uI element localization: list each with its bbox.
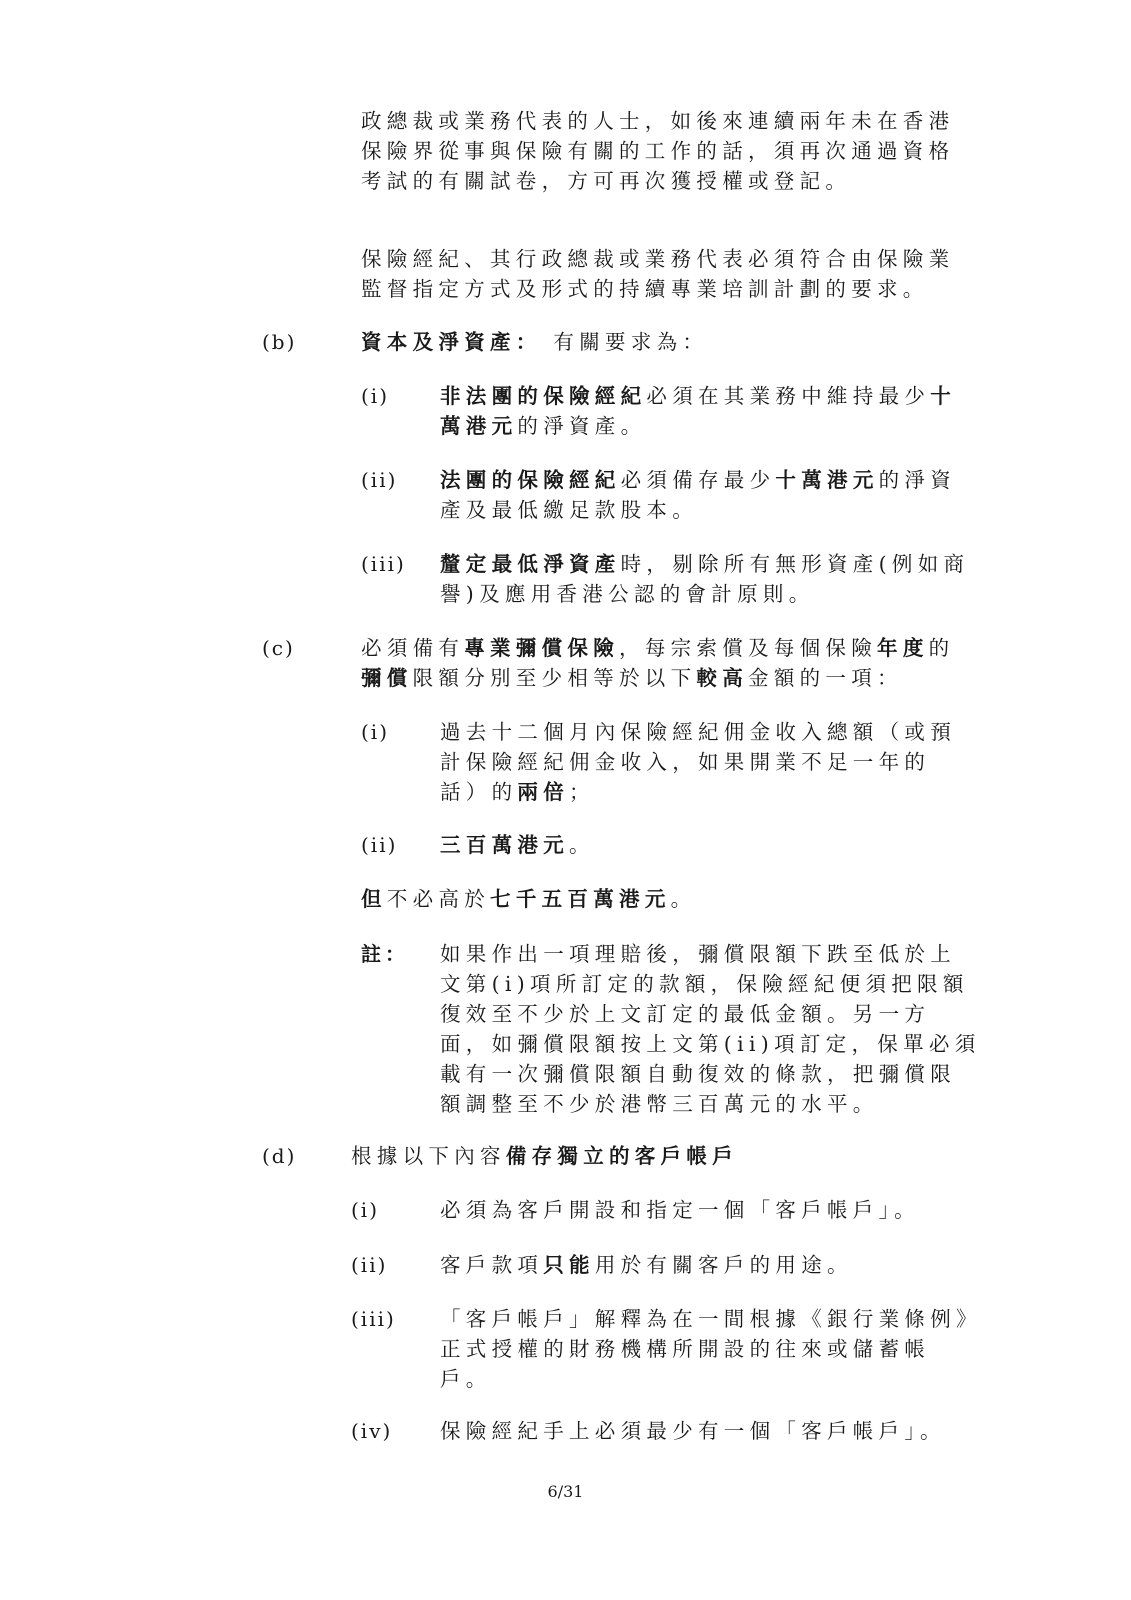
- text-run: ；: [569, 780, 595, 804]
- text-run: 如果作出一項理賠後，彌償限額下跌至低於上: [440, 942, 956, 966]
- text-line: [440, 1089, 981, 1119]
- text-run: 時，剔除所有無形資產(例如商: [620, 552, 970, 576]
- text-line: [440, 1416, 946, 1446]
- text-line: [440, 1029, 981, 1059]
- section-d-item-iii-label: (iii): [351, 1307, 396, 1331]
- text-line: [440, 1334, 982, 1364]
- text-run: 面，如彌償限額按上文第(ii)項訂定，保單必須: [440, 1032, 981, 1056]
- text-run: 必須為客戶開設和指定一個「客戶帳戶」。: [440, 1198, 920, 1222]
- text-run: 必須備有: [361, 636, 465, 660]
- text-run: 譽)及應用香港公認的會計原則。: [440, 582, 815, 606]
- text-line: [361, 884, 696, 914]
- text-run: 客戶款項: [440, 1253, 544, 1277]
- section-d-item-i-label: (i): [351, 1198, 380, 1222]
- text-run: 計保險經紀佣金收入，如果開業不足一年的: [440, 750, 931, 774]
- text-line: [361, 633, 954, 663]
- text-run: 政總裁或業務代表的人士，如後來連續兩年未在香港: [361, 109, 955, 133]
- bold-text: 較高: [696, 666, 749, 690]
- bold-text: 兩倍: [517, 780, 570, 804]
- text-line: [440, 549, 969, 579]
- section-d-item-iv-text: [440, 1416, 946, 1446]
- bold-text: 但: [361, 887, 387, 911]
- bold-text: 專業彌償保險: [464, 636, 620, 660]
- intro-paragraph-1: [361, 106, 954, 196]
- section-c-item-i-label: (i): [361, 720, 390, 744]
- section-d-label: (d): [262, 1144, 297, 1168]
- section-d-heading: [351, 1141, 738, 1171]
- text-run: 不必高於: [386, 887, 491, 911]
- section-d-item-ii-label: (ii): [351, 1253, 388, 1277]
- bold-text: 非法團的保險經紀: [440, 384, 647, 408]
- section-d-item-ii-text: [440, 1250, 853, 1280]
- text-line: [440, 411, 956, 441]
- section-b-item-iii-text: [440, 549, 969, 609]
- text-line: [440, 747, 956, 777]
- text-run: 監督指定方式及形式的持續專業培訓計劃的要求。: [361, 277, 929, 301]
- section-d-item-iv-label: (iv): [351, 1419, 393, 1443]
- text-run: ，每宗索償及每個保險: [619, 636, 878, 660]
- section-c-item-i-text: [440, 717, 956, 807]
- text-line: [361, 274, 954, 304]
- text-run: 話）的: [440, 780, 518, 804]
- section-d-item-i-text: [440, 1195, 920, 1225]
- text-line: [361, 244, 954, 274]
- bold-text: 萬港元: [440, 414, 518, 438]
- text-line: [440, 939, 981, 969]
- text-run: 戶。: [440, 1367, 492, 1391]
- text-run: 限額分別至少相等於以下: [412, 666, 697, 690]
- text-line: [361, 327, 708, 357]
- text-line: [361, 663, 954, 693]
- text-line: [440, 1304, 982, 1334]
- text-line: [440, 999, 981, 1029]
- text-run: 保險經紀、其行政總裁或業務代表必須符合由保險業: [361, 247, 955, 271]
- text-run: 。: [670, 887, 697, 911]
- section-c-note-text: [440, 939, 981, 1119]
- bold-text: 年度: [877, 636, 929, 660]
- section-b-item-iii-label: (iii): [361, 552, 406, 576]
- bold-text: 只能: [543, 1253, 595, 1277]
- text-line: [351, 1141, 738, 1171]
- section-c-note-label: 註：: [361, 942, 409, 966]
- text-run: 金額的一項：: [748, 666, 903, 690]
- bold-text: 備存獨立的客戶帳戶: [505, 1144, 739, 1168]
- text-line: [440, 495, 956, 525]
- text-line: [440, 579, 969, 609]
- text-run: 必須在其業務中維持最少: [646, 384, 931, 408]
- text-run: 考試的有關試卷，方可再次獲授權或登記。: [361, 169, 852, 193]
- text-line: [440, 1059, 981, 1089]
- text-line: [440, 830, 595, 860]
- bold-text: 資本及淨資產：: [361, 330, 542, 354]
- text-run: 載有一次彌償限額自動復效的條款，把彌償限: [440, 1062, 956, 1086]
- text-line: [440, 1195, 920, 1225]
- text-run: 的淨資產。: [517, 414, 647, 438]
- section-c-label: (c): [262, 636, 295, 660]
- text-run: 。: [569, 833, 595, 857]
- text-run: 「客戶帳戶」解釋為在一間根據《銀行業條例》: [440, 1307, 982, 1331]
- text-run: 文第(i)項所訂定的款額，保險經紀便須把限額: [440, 972, 969, 996]
- section-b-heading: [361, 327, 708, 357]
- section-d-item-iii-text: [440, 1304, 982, 1394]
- text-line: [440, 381, 956, 411]
- text-run: 用於有關客戶的用途。: [594, 1253, 853, 1277]
- bold-text: 七千五百萬港元: [490, 887, 671, 911]
- text-run: 根據以下內容: [351, 1144, 506, 1168]
- section-b-label: (b): [262, 330, 297, 354]
- bold-text: 法團的保險經紀: [440, 468, 621, 492]
- bold-text: 十萬港元: [775, 468, 879, 492]
- text-run: 過去十二個月內保險經紀佣金收入總額（或預: [440, 720, 956, 744]
- text-line: [361, 106, 954, 136]
- text-run: 正式授權的財務機構所開設的往來或儲蓄帳: [440, 1337, 931, 1361]
- text-run: 的淨資: [878, 468, 957, 492]
- text-line: [361, 136, 954, 166]
- text-line: [440, 777, 956, 807]
- text-run: 的: [928, 636, 955, 660]
- section-c-item-ii-text: [440, 830, 595, 860]
- text-line: [440, 717, 956, 747]
- bold-text: 彌償: [361, 666, 413, 690]
- text-run: 保險界從事與保險有關的工作的話，須再次通過資格: [361, 139, 955, 163]
- bold-text: 十: [930, 384, 957, 408]
- text-run: 必須備存最少: [620, 468, 776, 492]
- text-run: 產及最低繳足款股本。: [440, 498, 698, 522]
- text-line: [440, 969, 981, 999]
- section-b-item-ii-label: (ii): [361, 468, 398, 492]
- section-c-heading: [361, 633, 954, 693]
- section-c-cap: [361, 884, 696, 914]
- bold-text: 釐定最低淨資產: [440, 552, 621, 576]
- text-line: [440, 1250, 853, 1280]
- text-line: [440, 465, 956, 495]
- bold-text: 三百萬港元: [440, 833, 569, 857]
- page-number: 6/31: [547, 1482, 584, 1501]
- section-b-item-i-text: [440, 381, 956, 441]
- section-c-item-ii-label: (ii): [361, 833, 398, 857]
- text-run: 保險經紀手上必須最少有一個「客戶帳戶」。: [440, 1419, 946, 1443]
- text-run: 額調整至不少於港幣三百萬元的水平。: [440, 1092, 879, 1116]
- text-line: [361, 166, 954, 196]
- text-run: 復效至不少於上文訂定的最低金額。另一方: [440, 1002, 931, 1026]
- section-b-item-ii-text: [440, 465, 956, 525]
- intro-paragraph-2: [361, 244, 954, 304]
- text-line: [440, 1364, 982, 1394]
- text-run: 有關要求為：: [541, 330, 709, 354]
- section-b-item-i-label: (i): [361, 384, 390, 408]
